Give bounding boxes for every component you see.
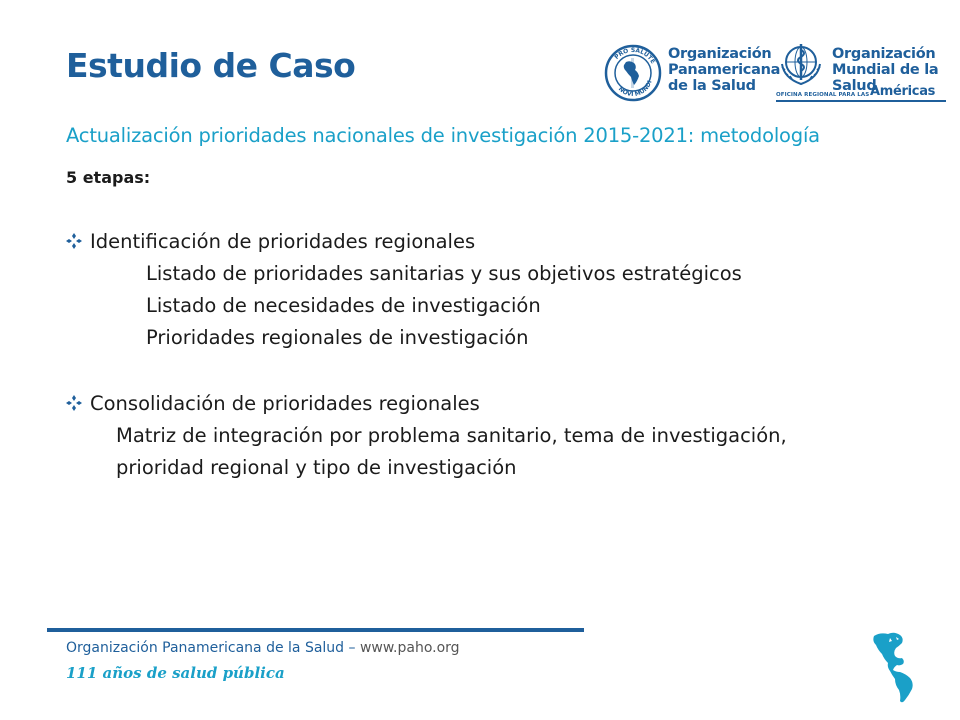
paho-seal-icon (604, 44, 662, 102)
diamond-bullet-icon (66, 233, 82, 249)
list-item: Listado de necesidades de investigación (146, 294, 541, 317)
list-item: prioridad regional y tipo de investigación (116, 456, 517, 479)
page-title: Estudio de Caso (66, 46, 356, 85)
list-item: Matriz de integración por problema sanitario, tema de investigación, (116, 424, 787, 447)
spacer (66, 354, 946, 388)
footer-separator: – (344, 640, 360, 656)
subtitle: Actualización prioridades nacionales de investigación 2015-2021: metodología (66, 124, 820, 147)
seal-text-bottom: NOVI MUNDI (616, 79, 654, 99)
seal-text-top: PRO SALUTE (613, 46, 657, 66)
who-underline (776, 100, 946, 102)
section-heading (66, 388, 946, 420)
who-regional-office: OFICINA REGIONAL PARA LAS (776, 92, 870, 98)
section-2-heading: Consolidación de prioridades regionales (90, 392, 480, 415)
footer-divider (47, 628, 584, 632)
footer-url-link[interactable]: www.paho.org (359, 640, 460, 656)
americas-map-icon (866, 628, 946, 708)
list-item: Listado de prioridades sanitarias y sus objetivos estratégicos (146, 262, 742, 285)
who-line-2: Mundial de la Salud (832, 62, 939, 94)
footer-organization (66, 640, 460, 656)
section-heading (66, 226, 946, 258)
paho-line-2: Panamericana (668, 62, 781, 78)
list-item: Prioridades regionales de investigación (146, 326, 529, 349)
who-line-1: Organización (832, 46, 936, 62)
stages-label: 5 etapas: (66, 168, 151, 187)
diamond-bullet-icon (66, 395, 82, 411)
footer-tagline: 111 años de salud pública (66, 664, 285, 682)
section-1-heading: Identificación de prioridades regionales (90, 230, 476, 253)
content (66, 226, 946, 484)
who-region: Américas (870, 84, 936, 99)
footer-org-name: Organización Panamericana de la Salud (66, 640, 345, 656)
who-emblem-icon (776, 40, 826, 90)
paho-line-3: de la Salud (668, 78, 756, 94)
paho-logo-text (668, 46, 780, 94)
paho-line-1: Organización (668, 46, 772, 62)
logos (600, 38, 950, 102)
